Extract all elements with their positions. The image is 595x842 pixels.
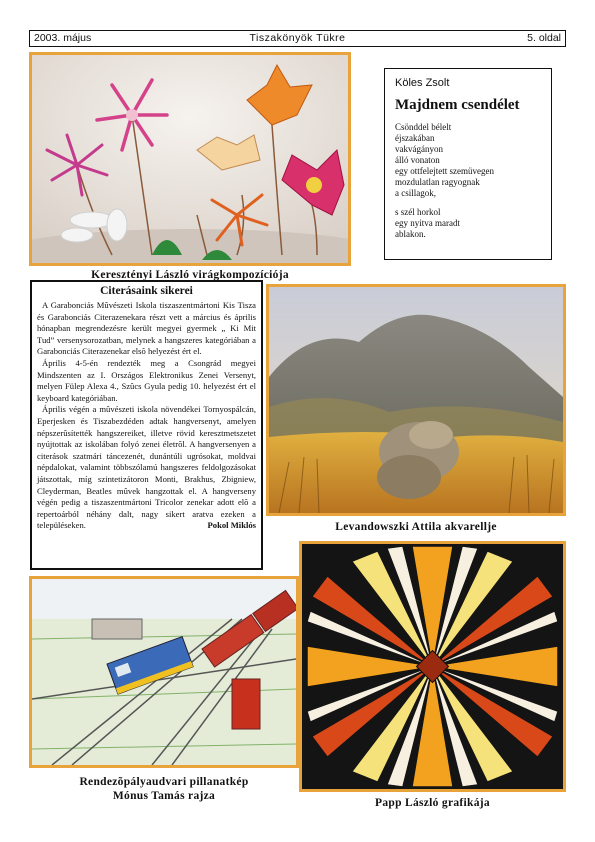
poem-box	[384, 68, 552, 260]
graphic-image	[299, 541, 566, 792]
poem-line: éjszakában	[395, 133, 435, 143]
poem-line: mozdulatlan ragyognak	[395, 177, 480, 187]
poem-line: egy nyitva maradt	[395, 218, 460, 228]
poem-title: Majdnem csendélet	[395, 97, 520, 113]
article-paragraph: A Garabonciás Mûvészeti Iskola tiszaszentmártoni Kis Tisza és Garabonciás Citerazenekara részt vett a március és április hónapban megrendezésre került megyei gyermek „ Ki Mit Tud” versenysorozatban, melynek a hangszeres kategóriában a Garabonciás Citerazenekar elsõ helyezést ért el.	[37, 300, 256, 357]
header-page-number: 5. oldal	[527, 32, 561, 44]
article-box	[30, 280, 263, 570]
header-title: Tiszakönyök Tükre	[249, 32, 346, 44]
railway-caption-line2: Mónus Tamás rajza	[112, 790, 216, 802]
article-title: Citerásaink sikerei	[100, 285, 193, 297]
poem-line: álló vonaton	[395, 155, 440, 165]
landscape-caption: Levandowszki Attila akvarellje	[335, 521, 497, 533]
flowers-caption: Keresztényi László virágkompozíciója	[91, 269, 289, 281]
poem-line: a csillagok,	[395, 188, 436, 198]
railway-caption-line1: Rendezõpályaudvari pillanatkép	[79, 776, 249, 788]
landscape-image	[266, 284, 566, 516]
poem-line: s szél horkol	[395, 207, 441, 217]
flowers-image	[29, 52, 351, 266]
railway-image	[29, 576, 299, 768]
page-header	[29, 30, 566, 47]
article-paragraph: Április 4-5-én rendezték meg a Csongrád megyei Mindszenten az I. Országos Elektronikus Zenei Versenyt, melyen Fülep Alexa 4., Szûcs Gyula pedig 10. helyezést ért el keyboard kategóriában.	[37, 357, 256, 403]
article-paragraph	[37, 404, 256, 532]
header-date: 2003. május	[34, 32, 92, 44]
poem-line: ablakon.	[395, 229, 426, 239]
poem-line: egy ottfelejtett szemüvegen	[395, 166, 494, 176]
poem-author: Köles Zsolt	[395, 77, 450, 89]
graphic-caption: Papp László grafikája	[375, 797, 490, 809]
article-signature: Pokol Miklós	[207, 520, 256, 531]
poem-line: vakvágányon	[395, 144, 443, 154]
article-paragraph-text: Április végén a mûvészeti iskola növendékei Tornyospálcán, Eperjesken és Tiszabezdéden adtak hangversenyt, amelyen népszerûsítették hangszereiket, illetve rövid keresztmetszetet nyújtottak az iskolában folyó zenei életrõl. A hangversenyen a citerások szatmári táncezenét, dunántúli ugrósokat, moldvai népdalokat, valamint többszólamú hangszeres feldolgozásokat játszottak, míg szintetizátoron Monti, Brakhus, Zbigniew, Cleyderman, Beatles mûvek hangzottak el. A hangverseny végén pedig a tiszaszentmártoni Tricolor zenekar adott elõ a repertoárból néhány dalt, nagy sikert aratva ezeken a településeken.	[37, 404, 256, 531]
poem-line: Csönddel bélelt	[395, 122, 452, 132]
